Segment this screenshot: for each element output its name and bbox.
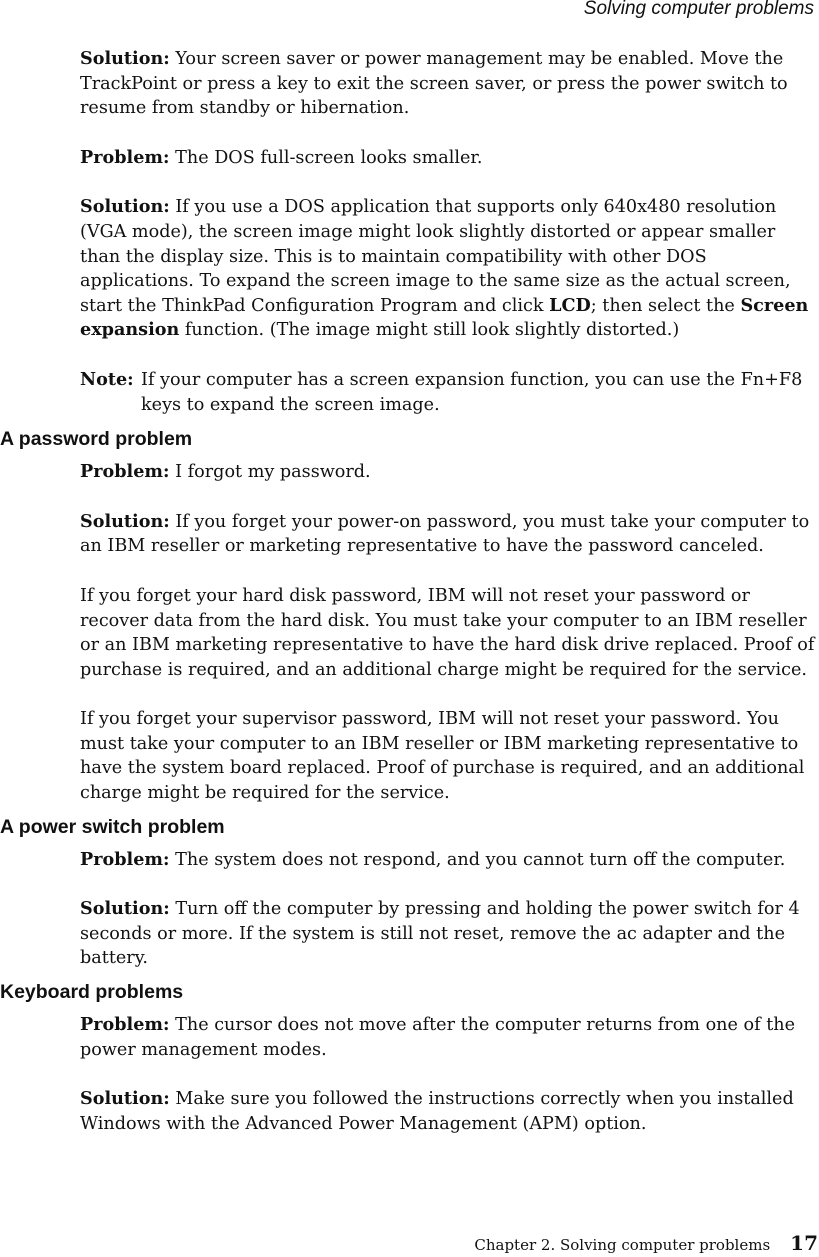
running-header: Solving computer problems — [583, 0, 814, 19]
solution-paragraph-password — [80, 510, 819, 559]
supervisor-password-paragraph: If you forget your supervisor password, IBM will not reset your password. You must take your computer to an IBM reseller or IBM marketing representative to have the system board replaced. Proof of purchase is required, and an additional charge might be required for the service. — [80, 709, 805, 804]
problem-text: The cursor does not move after the computer returns from one of the power management modes. — [80, 1015, 796, 1060]
solution-text: Your screen saver or power management may be enabled. Move the TrackPoint or press a key to exit the screen saver, or press the power switch to resume from standby or hibernation. — [80, 49, 788, 119]
solution-text: Turn off the computer by pressing and holding the power switch for 4 seconds or more. If the system is still not reset, remove the ac adapter and the battery. — [80, 899, 800, 969]
solution-label: Solution: — [80, 510, 170, 532]
problem-paragraph-keyboard — [80, 1013, 819, 1062]
solution-paragraph-keyboard — [80, 1087, 819, 1136]
problem-label: Problem: — [80, 1014, 170, 1036]
problem-text: I forgot my password. — [175, 462, 371, 483]
solution-paragraph-screen-saver — [80, 47, 819, 121]
page-body — [0, 47, 819, 1161]
solution-text: If you forget your power-on password, you must take your computer to an IBM reseller or marketing representative to have the password canceled. — [80, 511, 810, 557]
section-heading-password: A password problem — [0, 428, 193, 451]
solution-label: Solution: — [80, 196, 170, 218]
note-block — [80, 368, 819, 417]
solution-text: function. (The image might still look slightly distorted.) — [184, 320, 680, 341]
note-text: If your computer has a screen expansion function, you can use the Fn+F8 keys to expand the screen image. — [141, 369, 803, 415]
problem-text: The DOS full-screen looks smaller. — [175, 147, 483, 168]
solution-text: ; then select the — [590, 295, 735, 316]
section-heading-power-switch: A power switch problem — [0, 815, 225, 838]
problem-paragraph-power — [80, 848, 819, 873]
problem-paragraph-dos-screen — [80, 146, 819, 171]
lcd-term: LCD — [549, 294, 591, 316]
problem-paragraph-password — [80, 460, 819, 485]
note-label: Note: — [80, 368, 134, 390]
problem-label: Problem: — [80, 848, 170, 870]
page-number: 17 — [790, 1231, 818, 1255]
solution-text: If you use a DOS application that supports only 640x480 resolution (VGA mode), the screen image might look slightly distorted or appear smaller than the display size. This is to maintain compatibility with other DOS applications. To expand the screen image to the same size as the actual screen, start the ThinkPad Configuration Program and click — [80, 197, 791, 316]
solution-paragraph-dos-screen — [80, 195, 819, 343]
solution-text: Make sure you followed the instructions correctly when you installed Windows with the Advanced Power Management (APM) option. — [80, 1089, 794, 1134]
page-footer — [474, 1231, 818, 1255]
section-heading-keyboard: Keyboard problems — [0, 981, 184, 1004]
problem-label: Problem: — [80, 146, 170, 168]
solution-label: Solution: — [80, 898, 170, 920]
hard-disk-password-paragraph: If you forget your hard disk password, IBM will not reset your password or recover data from the hard disk. You must take your computer to an IBM reseller or an IBM marketing representative to have the hard disk drive replaced. Proof of purchase is required, and an additional charge might be required for the service. — [80, 585, 815, 680]
screen-expansion-term: Screen expansion — [80, 294, 809, 341]
problem-label: Problem: — [80, 461, 170, 483]
solution-label: Solution: — [80, 48, 170, 69]
solution-label: Solution: — [80, 1088, 170, 1110]
problem-text: The system does not respond, and you cannot turn off the computer. — [175, 849, 786, 870]
footer-chapter-title: Chapter 2. Solving computer problems — [474, 1236, 771, 1254]
solution-paragraph-power — [80, 897, 819, 971]
